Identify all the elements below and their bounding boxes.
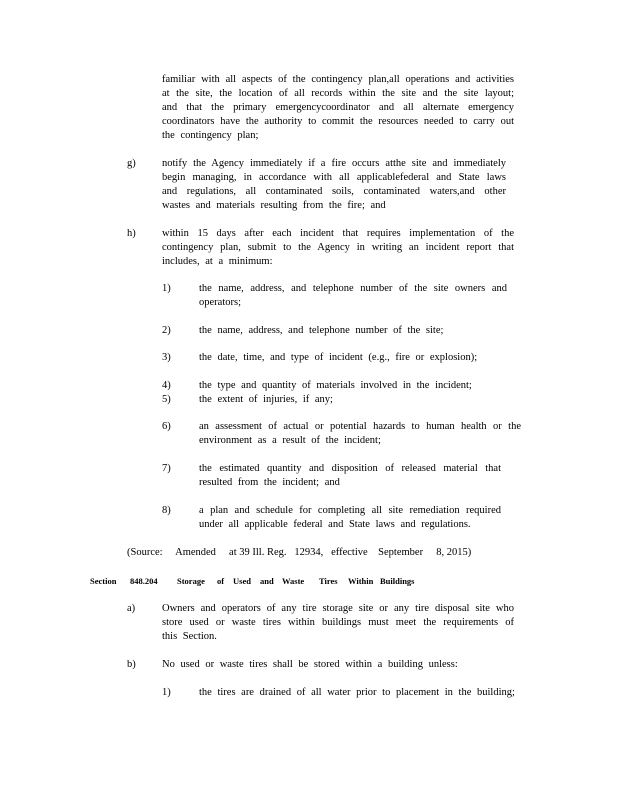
section-title-word-6: Tires [319, 576, 338, 586]
sub-item-5-text: the extent of injuries, if any; [199, 394, 333, 405]
section-title-word-3: Used [233, 576, 251, 586]
sub-item-7-marker: 7) [162, 463, 171, 474]
item-a-marker: a) [127, 603, 136, 614]
sub-item-7-text: the estimated quantity and disposition of released material that resulted from the incident; and [199, 463, 501, 488]
sub-item-5-marker: 5) [162, 394, 171, 405]
sub-item-4-text: the type and quantity of materials involved in the incident; [199, 380, 472, 391]
section-label: Section [90, 576, 117, 586]
item-h-text: within 15 days after each incident that requires implementation of the contingency plan, submit to the Agency in writing an incident report that includes, at a minimum: [162, 228, 514, 267]
sub-item-1-text: the name, address, and telephone number of the site owners and operators; [199, 283, 507, 308]
sub-item-2-text: the name, address, and telephone number of the site; [199, 325, 444, 336]
sub-item-1-marker: 1) [162, 283, 171, 294]
section-title-word-4: and [260, 576, 274, 586]
sub-item-3-text: the date, time, and type of incident (e.g., fire or explosion); [199, 352, 478, 363]
section-title-word-2: of [217, 576, 225, 586]
item-b-sub-1-text: the tires are drained of all water prior to placement in the building; [199, 687, 515, 698]
item-g-text: notify the Agency immediately if a fire occurs atthe site and immediately begin managing, in accordance with all applicablefederal and State laws and regulations, all contaminated soils, contaminated waters,and other wastes and materials resulting from the fire; and [162, 158, 506, 211]
item-a-text: Owners and operators of any tire storage site or any tire disposal site who store used or waste tires within buildings must meet the requirements of this Section. [162, 603, 514, 642]
sub-item-6-marker: 6) [162, 421, 171, 432]
sub-item-2-marker: 2) [162, 325, 171, 336]
section-title-word-8: Buildings [380, 576, 415, 586]
source-note: (Source: Amended at 39 Ill. Reg. 12934, effective September 8, 2015) [127, 547, 472, 558]
sub-item-6-text: an assessment of actual or potential hazards to human health or the environment as a result of the incident; [199, 421, 521, 446]
section-title-word-5: Waste [282, 576, 305, 586]
sub-item-8-text: a plan and schedule for completing all site remediation required under all applicable federal and State laws and regulations. [199, 505, 501, 530]
section-title-word-7: Within [348, 576, 374, 586]
item-h-marker: h) [127, 228, 136, 239]
sub-item-3-marker: 3) [162, 352, 171, 363]
item-g-marker: g) [127, 158, 136, 169]
sub-item-4-marker: 4) [162, 380, 171, 391]
intro-paragraph: familiar with all aspects of the contingency plan,all operations and activities at the site, the location of all records within the site and the site layout; and that the primary emergencycoordinator and all alternate emergency coordinators have the authority to commit the resources needed to carry out the contingency plan; [162, 74, 514, 141]
item-b-marker: b) [127, 659, 136, 670]
item-b-text: No used or waste tires shall be stored within a building unless: [162, 659, 458, 670]
section-title-word-1: Storage [177, 576, 205, 586]
item-b-sub-1-marker: 1) [162, 687, 171, 698]
sub-item-8-marker: 8) [162, 505, 171, 516]
section-number: 848.204 [130, 576, 158, 586]
